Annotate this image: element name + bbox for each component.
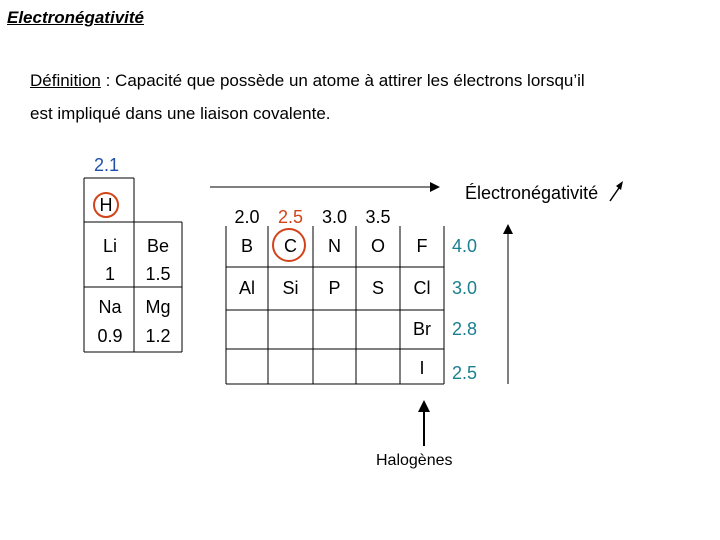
element-p: P — [328, 278, 341, 298]
definition-text-line1: : Capacité que possède un atome à attirer les électrons lorsqu’il — [100, 71, 585, 90]
element-si: Si — [282, 278, 299, 298]
diagonal-arrow-icon — [610, 181, 623, 201]
value-b: 2.0 — [234, 207, 260, 227]
value-o: 3.5 — [365, 207, 391, 227]
value-li: 1 — [104, 264, 115, 284]
element-li: Li — [102, 236, 117, 256]
value-i: 2.5 — [452, 363, 478, 383]
value-n: 3.0 — [321, 207, 348, 227]
element-o: O — [370, 236, 385, 256]
value-c: 2.5 — [277, 207, 304, 227]
element-mg: Mg — [145, 297, 171, 317]
element-b: B — [240, 236, 253, 256]
element-h: H — [99, 195, 113, 215]
value-mg: 1.2 — [145, 326, 171, 346]
trend-label: Électronégativité — [465, 183, 599, 203]
value-na: 0.9 — [97, 326, 123, 346]
element-be: Be — [146, 236, 170, 256]
h-electronegativity-value: 2.1 — [94, 155, 120, 175]
element-s: S — [371, 278, 384, 298]
value-be: 1.5 — [145, 264, 171, 284]
element-f: F — [416, 236, 428, 256]
element-br: Br — [413, 319, 431, 339]
element-cl: Cl — [413, 278, 431, 298]
element-n: N — [328, 236, 341, 256]
element-i: I — [419, 358, 425, 378]
element-na: Na — [98, 297, 122, 317]
value-br: 2.8 — [452, 319, 478, 339]
halogens-label: Halogènes — [376, 452, 453, 469]
value-f: 4.0 — [452, 236, 478, 256]
value-cl: 3.0 — [452, 278, 478, 298]
definition-text-line2: est impliqué dans une liaison covalente. — [30, 104, 331, 123]
element-c: C — [284, 236, 297, 256]
element-al: Al — [238, 278, 255, 298]
page-title: Electronégativité — [7, 8, 144, 27]
definition-label: Définition — [30, 71, 101, 90]
